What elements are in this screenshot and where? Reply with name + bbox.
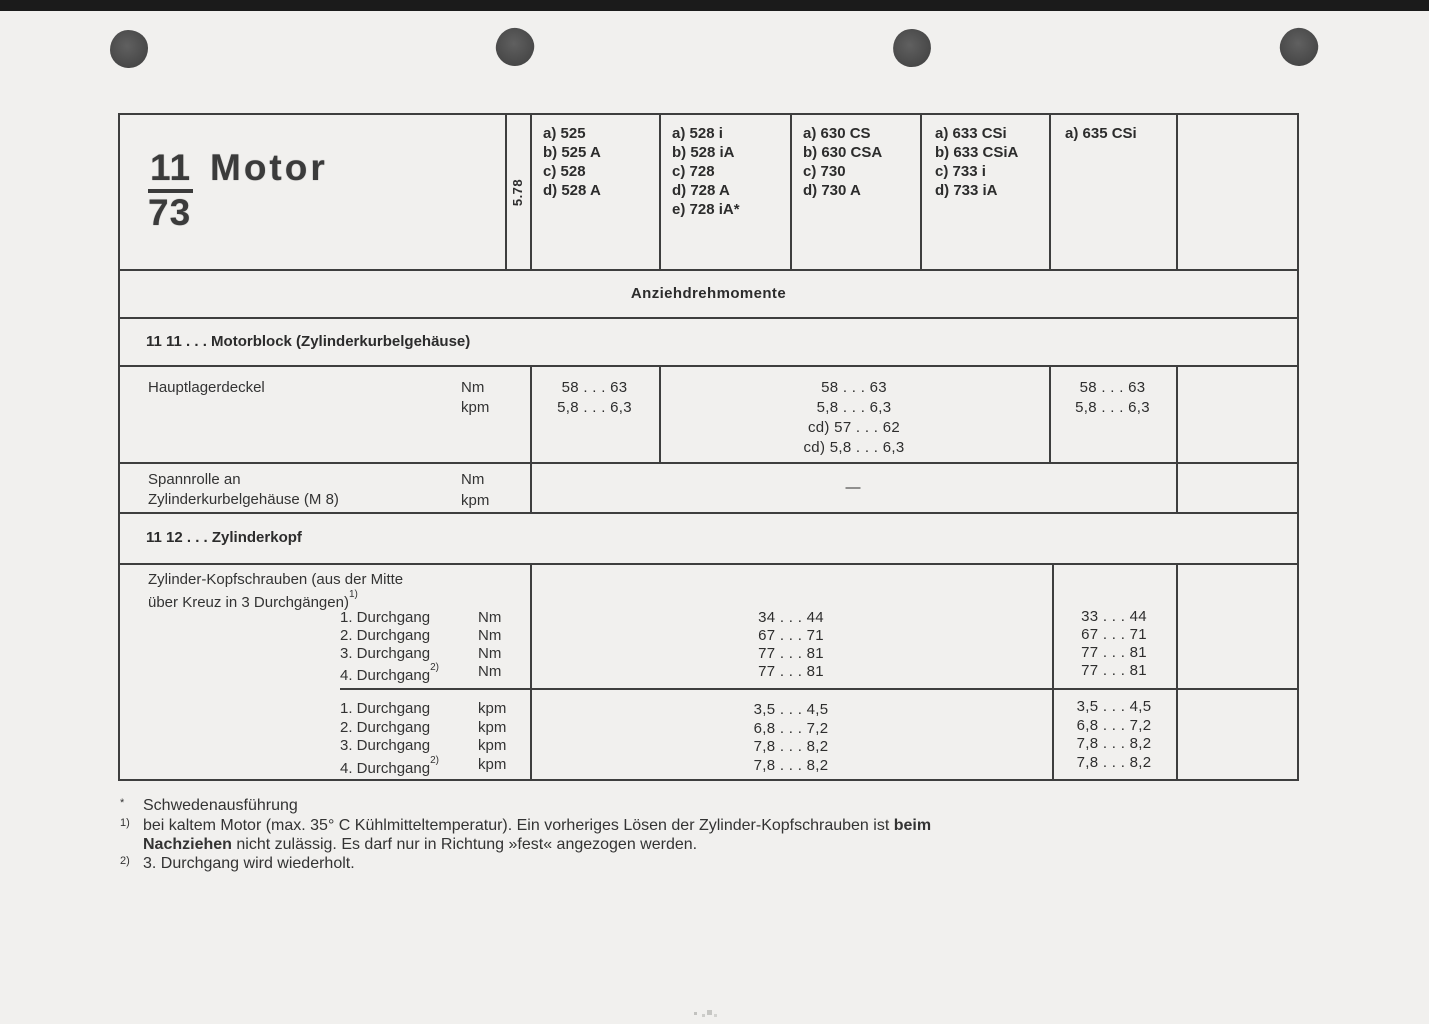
footnote-marker: 2) xyxy=(120,855,130,867)
doc-section-number: 11 xyxy=(148,148,193,193)
value-line: 5,8 . . . 6,3 xyxy=(816,399,892,416)
table-title: Anziehdrehmomente xyxy=(630,284,787,302)
model-line: d) 730 A xyxy=(803,182,861,199)
model-line: d) 528 A xyxy=(543,182,601,199)
footnote-ref-1: 1) xyxy=(348,589,358,600)
value-line: 77 . . . 81 xyxy=(758,663,824,680)
table-line xyxy=(1176,563,1178,779)
edition-cell xyxy=(505,115,530,269)
table-line xyxy=(120,563,1297,565)
value-line: 6,8 . . . 7,2 xyxy=(1076,716,1152,734)
pass-row xyxy=(340,756,512,775)
table-line xyxy=(1176,115,1178,269)
model-line: d) 728 A xyxy=(672,182,730,199)
scan-noise xyxy=(694,1012,697,1015)
pass-label: 2. Durchgang xyxy=(340,718,431,736)
footnote-text: Schwedenausführung xyxy=(143,797,298,814)
pass-list-nm xyxy=(340,609,512,684)
punch-hole xyxy=(492,24,538,70)
value-line: 67 . . . 71 xyxy=(758,627,824,644)
model-line: a) 525 xyxy=(543,125,586,142)
model-column-635 xyxy=(1065,124,1137,143)
table-line xyxy=(340,688,1297,690)
pass-row xyxy=(340,719,512,738)
pass-row xyxy=(340,645,512,663)
unit-kpm: kpm xyxy=(478,718,507,736)
unit-kpm: kpm xyxy=(461,399,490,416)
value-line: 7,8 . . . 8,2 xyxy=(1076,753,1152,771)
model-line: c) 528 xyxy=(543,163,586,180)
table-line xyxy=(1176,462,1178,512)
label-line: Spannrolle an xyxy=(148,471,241,488)
value-line: cd) 57 . . . 62 xyxy=(807,419,901,436)
value-line: 33 . . . 44 xyxy=(1081,608,1147,625)
row-label-kopfschrauben xyxy=(148,570,403,612)
pass-label: 1. Durchgang xyxy=(340,700,431,717)
unit-kpm: kpm xyxy=(478,755,507,773)
table-line xyxy=(530,115,532,269)
punch-hole xyxy=(1274,22,1323,71)
row-label-hauptlagerdeckel: Hauptlagerdeckel xyxy=(148,379,265,396)
footnote-star xyxy=(120,796,298,817)
footnote-1-line-2 xyxy=(143,835,697,854)
model-line: a) 528 i xyxy=(672,125,723,142)
value-line: 77 . . . 81 xyxy=(1081,644,1147,661)
kopfschrauben-kpm-mid xyxy=(530,701,1052,775)
value-line: 7,8 . . . 8,2 xyxy=(753,738,829,755)
pass-label: 1. Durchgang xyxy=(340,609,431,626)
model-column-630 xyxy=(803,124,882,200)
pass-row xyxy=(340,662,512,684)
section-zylinderkopf: 11 12 . . . Zylinderkopf xyxy=(146,529,302,546)
value-line: cd) 5,8 . . . 6,3 xyxy=(803,439,905,456)
doc-page-number: 73 xyxy=(148,192,192,233)
model-line: a) 635 CSi xyxy=(1065,125,1137,142)
value-line: 5,8 . . . 6,3 xyxy=(1075,399,1150,416)
model-line: b) 633 CSiA xyxy=(935,144,1019,161)
kopfschrauben-nm-635 xyxy=(1052,608,1176,680)
table-line xyxy=(920,115,922,269)
footnote-text: nicht zulässig. Es darf nur in Richtung »fest« angezogen werden. xyxy=(236,836,698,853)
pass-label: 4. Durchgang$^{2)}$ xyxy=(340,662,439,684)
pass-label: 2. Durchgang xyxy=(340,627,431,644)
label-line: über Kreuz in 3 Durchgängen)$^{1)}$ xyxy=(148,589,358,611)
unit-kpm: kpm xyxy=(461,492,490,509)
footnote-text-bold: beim xyxy=(893,817,932,834)
punch-hole xyxy=(890,26,933,69)
table-line xyxy=(120,365,1297,367)
unit-nm: Nm xyxy=(461,471,485,488)
value-line: 6,8 . . . 7,2 xyxy=(753,719,829,737)
table-line xyxy=(659,115,661,269)
value-line: 7,8 . . . 8,2 xyxy=(1076,735,1152,752)
kopfschrauben-kpm-635 xyxy=(1052,698,1176,772)
model-column-525 xyxy=(543,124,601,200)
unit-nm: Nm xyxy=(478,663,502,680)
footnote-marker: * xyxy=(120,797,125,809)
unit-nm: Nm xyxy=(461,379,485,396)
punch-hole xyxy=(110,30,148,68)
model-column-528i xyxy=(672,124,740,219)
unit-kpm: kpm xyxy=(478,737,507,754)
kopfschrauben-nm-mid xyxy=(530,609,1052,681)
hauptlagerdeckel-values-525 xyxy=(530,378,659,418)
doc-code xyxy=(148,148,193,233)
label-line: Zylinder-Kopfschrauben (aus der Mitte xyxy=(148,571,404,588)
hauptlagerdeckel-values-mid xyxy=(659,378,1049,458)
model-line: d) 733 iA xyxy=(935,182,998,199)
footnote-ref-2: 2) xyxy=(430,754,439,766)
edition-date: 5.78 xyxy=(510,178,525,206)
pass-row xyxy=(340,700,512,719)
model-line: a) 633 CSi xyxy=(935,125,1007,142)
spannrolle-value: — xyxy=(845,478,861,496)
value-line: 5,8 . . . 6,3 xyxy=(557,399,632,416)
unit-nm: Nm xyxy=(478,627,502,644)
model-line: b) 525 A xyxy=(543,144,601,161)
unit-labels xyxy=(461,469,489,511)
value-line: 3,5 . . . 4,5 xyxy=(753,701,829,718)
value-line: 67 . . . 71 xyxy=(1081,626,1147,643)
model-column-633 xyxy=(935,124,1018,200)
pass-label: 3. Durchgang xyxy=(340,737,431,754)
hauptlagerdeckel-values-635 xyxy=(1049,378,1176,418)
page-title: Motor xyxy=(210,147,328,188)
pass-row xyxy=(340,737,512,756)
unit-nm: Nm xyxy=(478,645,502,662)
footnote-ref-2: 2) xyxy=(430,662,439,673)
pass-list-kpm xyxy=(340,700,512,777)
unit-kpm: kpm xyxy=(478,700,507,717)
value-line: 58 . . . 63 xyxy=(561,379,628,396)
label-line: Zylinderkurbelgehäuse (M 8) xyxy=(148,491,339,508)
value-line: 58 . . . 63 xyxy=(1079,379,1146,396)
model-line: b) 630 CSA xyxy=(803,144,883,161)
footnote-2 xyxy=(120,854,355,875)
value-line: 3,5 . . . 4,5 xyxy=(1076,698,1152,715)
value-line: 7,8 . . . 8,2 xyxy=(753,756,829,774)
table-line xyxy=(790,115,792,269)
model-line: b) 528 iA xyxy=(672,144,735,161)
row-label-spannrolle xyxy=(148,470,339,510)
footnote-text: bei kaltem Motor (max. 35° C Kühlmitteltemperatur). Ein vorheriges Lösen der Zylinder-Kopfschrauben ist xyxy=(143,817,890,834)
value-line: 77 . . . 81 xyxy=(1081,662,1147,679)
value-line: 34 . . . 44 xyxy=(758,609,824,626)
pass-label: 3. Durchgang xyxy=(340,645,431,662)
value-line: 58 . . . 63 xyxy=(821,379,887,396)
model-line: c) 733 i xyxy=(935,163,986,180)
model-line: e) 728 iA* xyxy=(672,201,740,218)
pass-row xyxy=(340,609,512,627)
section-motorblock: 11 11 . . . Motorblock (Zylinderkurbelgehäuse) xyxy=(146,332,471,350)
value-line: 77 . . . 81 xyxy=(758,645,824,662)
unit-labels xyxy=(461,378,489,418)
table-line xyxy=(1176,365,1178,462)
table-line xyxy=(1049,115,1051,269)
torque-spec-table xyxy=(118,113,1299,781)
model-line: c) 728 xyxy=(672,163,715,180)
footnote-text: 3. Durchgang wird wiederholt. xyxy=(143,855,355,872)
model-line: c) 730 xyxy=(803,163,846,180)
footnote-1-line-1 xyxy=(120,816,931,837)
unit-nm: Nm xyxy=(478,609,502,626)
model-line: a) 630 CS xyxy=(803,125,871,142)
footnote-text-bold: Nachziehen xyxy=(143,836,232,853)
scan-top-edge-bar xyxy=(0,0,1429,11)
footnote-marker: 1) xyxy=(120,817,130,829)
pass-label: 4. Durchgang$^{2)}$ xyxy=(340,754,439,777)
pass-row xyxy=(340,627,512,645)
